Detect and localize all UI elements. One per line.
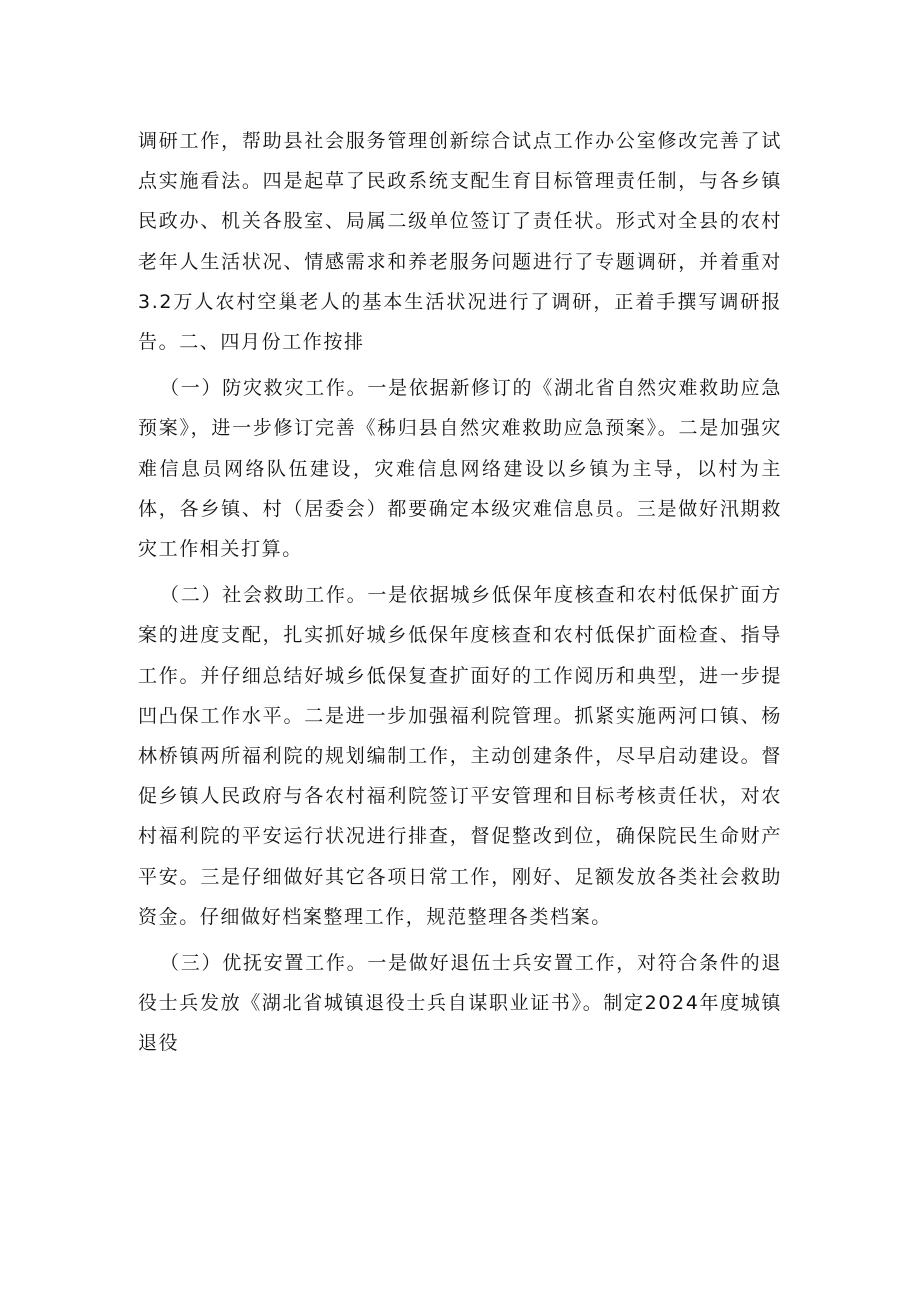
paragraph-disaster-relief: （一）防灾救灾工作。一是依据新修订的《湖北省自然灾难救助应急预案》，进一步修订完善《秭归县自然灾难救助应急预案》。二是加强灾难信息员网络队伍建设，灾难信息网络建设以乡镇为主导，以村为主体，各乡镇、村（居委会）都要确定本级灾难信息员。三是做好汛期救灾工作相关打算。 (138, 377, 782, 561)
paragraph-research-summary: 调研工作，帮助县社会服务管理创新综合试点工作办公室修改完善了试点实施看法。四是起草了民政系统支配生育目标管理责任制，与各乡镇民政办、机关各股室、局属二级单位签订了责任状。形式对全县的农村老年人生活状况、情感需求和养老服务问题进行了专题调研，并着重对3.2万人农村空巢老人的基本生活状况进行了调研，正着手撰写调研报告。二、四月份工作按排 (138, 130, 782, 354)
paragraph-social-assistance: （二）社会救助工作。一是依据城乡低保年度核查和农村低保扩面方案的进度支配，扎实抓好城乡低保年度核查和农村低保扩面检查、指导工作。并仔细总结好城乡低保复查扩面好的工作阅历和典型，进一步提凹凸保工作水平。二是进一步加强福利院管理。抓紧实施两河口镇、杨林桥镇两所福利院的规划编制工作，主动创建条件，尽早启动建设。督促乡镇人民政府与各农村福利院签订平安管理和目标考核责任状，对农村福利院的平安运行状况进行排查，督促整改到位，确保院民生命财产平安。三是仔细做好其它各项日常工作，刚好、足额发放各类社会救助资金。仔细做好档案整理工作，规范整理各类档案。 (138, 584, 782, 928)
paragraph-veteran-placement: （三）优抚安置工作。一是做好退伍士兵安置工作，对符合条件的退役士兵发放《湖北省城镇退役士兵自谋职业证书》。制定2024年度城镇退役 (138, 952, 782, 1055)
